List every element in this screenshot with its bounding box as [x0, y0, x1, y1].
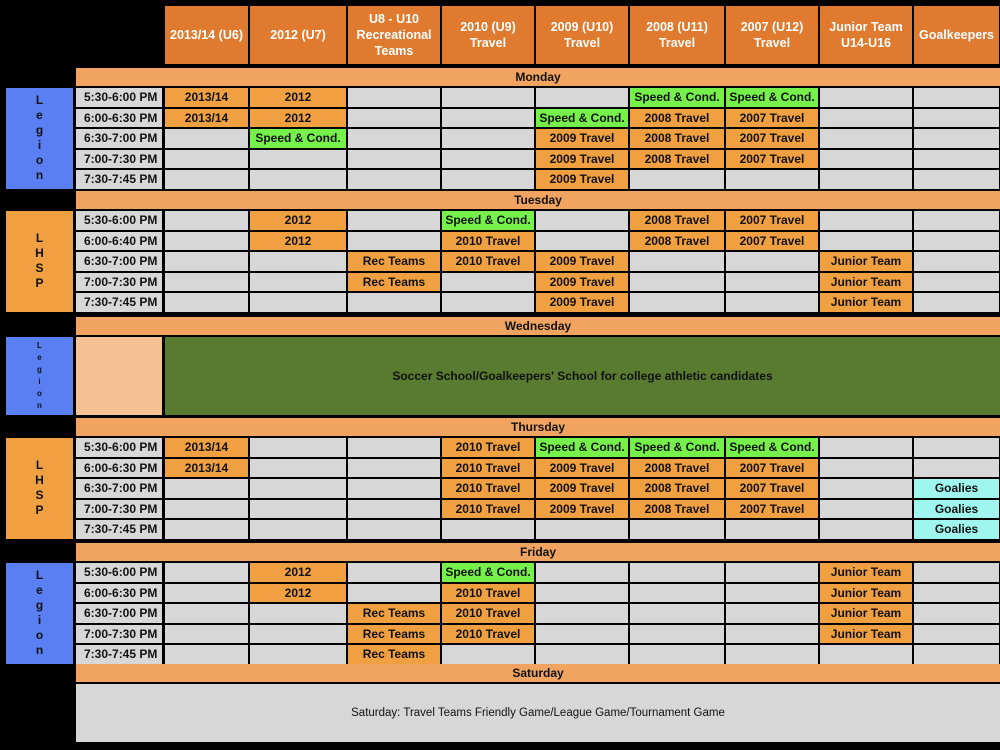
schedule-cell: 2007 Travel [726, 150, 818, 169]
empty-cell [348, 150, 440, 169]
schedule-cell: 2009 Travel [536, 459, 628, 478]
empty-cell [914, 459, 999, 478]
schedule-cell: 2012 [250, 88, 346, 107]
schedule-cell: Rec Teams [348, 252, 440, 271]
empty-cell [165, 232, 248, 251]
empty-cell [165, 584, 248, 603]
schedule-cell: 2012 [250, 563, 346, 582]
empty-cell [442, 170, 534, 189]
location-letter: o [37, 389, 42, 398]
schedule-cell: 2007 Travel [726, 479, 818, 498]
day-header: Wednesday [76, 317, 1000, 335]
empty-cell [630, 563, 724, 582]
schedule-cell: 2008 Travel [630, 129, 724, 148]
location-letter: H [35, 246, 44, 261]
empty-cell [442, 520, 534, 539]
day-header: Tuesday [76, 191, 1000, 209]
empty-cell [536, 604, 628, 623]
schedule-cell: 2013/14 [165, 109, 248, 128]
empty-cell [914, 150, 999, 169]
schedule-cell: 2012 [250, 584, 346, 603]
schedule-cell: 2008 Travel [630, 150, 724, 169]
empty-cell [348, 88, 440, 107]
empty-cell [820, 109, 912, 128]
location-letter: e [36, 108, 43, 123]
empty-cell [820, 438, 912, 457]
empty-cell [820, 459, 912, 478]
empty-cell [250, 479, 346, 498]
empty-cell [348, 563, 440, 582]
schedule-cell: 2013/14 [165, 438, 248, 457]
empty-cell [348, 438, 440, 457]
schedule-cell: Goalies [914, 479, 999, 498]
location-label [6, 438, 73, 539]
time-slot: 5:30-6:00 PM [76, 88, 162, 107]
empty-cell [348, 109, 440, 128]
time-slot: 6:00-6:30 PM [76, 459, 162, 478]
empty-cell [630, 170, 724, 189]
empty-cell [630, 625, 724, 644]
empty-cell [914, 645, 999, 664]
empty-cell [536, 625, 628, 644]
saturday-note: Saturday: Travel Teams Friendly Game/League Game/Tournament Game [76, 684, 1000, 742]
column-header: 2008 (U11) Travel [630, 6, 724, 64]
empty-cell [165, 252, 248, 271]
schedule-cell: 2010 Travel [442, 625, 534, 644]
empty-cell [250, 459, 346, 478]
schedule-cell: 2010 Travel [442, 438, 534, 457]
schedule-cell: 2009 Travel [536, 500, 628, 519]
time-slot: 6:30-7:00 PM [76, 604, 162, 623]
time-slot: 7:30-7:45 PM [76, 293, 162, 312]
time-slot: 7:00-7:30 PM [76, 625, 162, 644]
time-slot: 6:30-7:00 PM [76, 479, 162, 498]
blank-time-cell [76, 337, 162, 415]
empty-cell [726, 604, 818, 623]
schedule-cell: 2013/14 [165, 459, 248, 478]
empty-cell [348, 211, 440, 230]
time-slot: 5:30-6:00 PM [76, 438, 162, 457]
empty-cell [820, 129, 912, 148]
empty-cell [442, 293, 534, 312]
location-label [6, 337, 73, 415]
location-letter: L [35, 231, 44, 246]
location-letter: L [35, 93, 44, 108]
schedule-cell: 2007 Travel [726, 500, 818, 519]
empty-cell [914, 232, 999, 251]
empty-cell [250, 293, 346, 312]
time-slot: 5:30-6:00 PM [76, 563, 162, 582]
schedule-cell: 2007 Travel [726, 109, 818, 128]
schedule-cell: 2009 Travel [536, 273, 628, 292]
day-header: Monday [76, 68, 1000, 86]
empty-cell [165, 211, 248, 230]
schedule-cell: Junior Team [820, 604, 912, 623]
schedule-cell: Speed & Cond. [250, 129, 346, 148]
empty-cell [914, 438, 999, 457]
schedule-cell: Goalies [914, 500, 999, 519]
column-header: 2010 (U9) Travel [442, 6, 534, 64]
schedule-cell: 2009 Travel [536, 479, 628, 498]
empty-cell [630, 604, 724, 623]
time-slot: 7:30-7:45 PM [76, 520, 162, 539]
empty-cell [630, 584, 724, 603]
column-header: 2012 (U7) [250, 6, 346, 64]
empty-cell [165, 604, 248, 623]
location-letter: i [37, 138, 42, 153]
empty-cell [914, 109, 999, 128]
empty-cell [914, 170, 999, 189]
schedule-cell: 2008 Travel [630, 232, 724, 251]
time-slot: 7:00-7:30 PM [76, 500, 162, 519]
empty-cell [820, 520, 912, 539]
empty-cell [914, 625, 999, 644]
empty-cell [250, 500, 346, 519]
schedule-cell: Rec Teams [348, 604, 440, 623]
empty-cell [165, 500, 248, 519]
schedule-cell: 2007 Travel [726, 211, 818, 230]
empty-cell [442, 273, 534, 292]
empty-cell [348, 500, 440, 519]
location-letter: L [35, 458, 44, 473]
empty-cell [914, 273, 999, 292]
empty-cell [442, 645, 534, 664]
schedule-cell: 2010 Travel [442, 479, 534, 498]
empty-cell [348, 232, 440, 251]
empty-cell [914, 604, 999, 623]
empty-cell [165, 293, 248, 312]
empty-cell [348, 129, 440, 148]
empty-cell [914, 252, 999, 271]
schedule-cell: Speed & Cond. [630, 438, 724, 457]
empty-cell [442, 109, 534, 128]
schedule-cell: 2012 [250, 211, 346, 230]
time-slot: 6:00-6:40 PM [76, 232, 162, 251]
schedule-cell: Speed & Cond. [442, 211, 534, 230]
location-label [6, 211, 73, 312]
empty-cell [165, 479, 248, 498]
location-label [6, 563, 73, 664]
location-letter: i [38, 377, 41, 386]
schedule-cell: 2010 Travel [442, 252, 534, 271]
empty-cell [536, 232, 628, 251]
column-header: 2013/14 (U6) [165, 6, 248, 64]
empty-cell [250, 645, 346, 664]
location-letter: n [35, 643, 44, 658]
empty-cell [726, 625, 818, 644]
location-letter: S [35, 261, 44, 276]
schedule-cell: 2009 Travel [536, 129, 628, 148]
schedule-cell: 2009 Travel [536, 150, 628, 169]
empty-cell [442, 129, 534, 148]
time-slot: 6:30-7:00 PM [76, 252, 162, 271]
empty-cell [820, 88, 912, 107]
location-letter: L [37, 341, 42, 350]
time-slot: 6:00-6:30 PM [76, 584, 162, 603]
schedule-cell: 2010 Travel [442, 459, 534, 478]
empty-cell [250, 150, 346, 169]
empty-cell [348, 459, 440, 478]
empty-cell [536, 645, 628, 664]
schedule-cell: 2009 Travel [536, 252, 628, 271]
schedule-cell: 2007 Travel [726, 129, 818, 148]
empty-cell [165, 273, 248, 292]
empty-cell [165, 563, 248, 582]
schedule-cell: 2010 Travel [442, 584, 534, 603]
empty-cell [442, 88, 534, 107]
schedule-cell: Speed & Cond. [536, 438, 628, 457]
schedule-cell: 2010 Travel [442, 500, 534, 519]
schedule-cell: Junior Team [820, 273, 912, 292]
empty-cell [820, 170, 912, 189]
schedule-cell: Junior Team [820, 293, 912, 312]
schedule-cell: 2007 Travel [726, 459, 818, 478]
location-letter: g [35, 123, 44, 138]
time-slot: 6:00-6:30 PM [76, 109, 162, 128]
empty-cell [348, 170, 440, 189]
schedule-cell: Speed & Cond. [536, 109, 628, 128]
empty-cell [820, 232, 912, 251]
schedule-cell: Junior Team [820, 625, 912, 644]
schedule-cell: 2007 Travel [726, 232, 818, 251]
wednesday-banner: Soccer School/Goalkeepers' School for college athletic candidates [165, 337, 1000, 415]
empty-cell [536, 584, 628, 603]
empty-cell [726, 273, 818, 292]
empty-cell [165, 129, 248, 148]
schedule-cell: 2012 [250, 109, 346, 128]
empty-cell [536, 211, 628, 230]
schedule-cell: Junior Team [820, 252, 912, 271]
column-header: Goalkeepers [914, 6, 999, 64]
schedule-cell: Speed & Cond. [630, 88, 724, 107]
empty-cell [914, 563, 999, 582]
empty-cell [726, 584, 818, 603]
schedule-cell: Goalies [914, 520, 999, 539]
day-header: Friday [76, 543, 1000, 561]
column-header: Junior Team U14-U16 [820, 6, 912, 64]
empty-cell [726, 252, 818, 271]
location-label [6, 88, 73, 189]
schedule-cell: 2010 Travel [442, 604, 534, 623]
location-letter: n [35, 168, 44, 183]
schedule-cell: Rec Teams [348, 273, 440, 292]
empty-cell [630, 293, 724, 312]
empty-cell [165, 520, 248, 539]
empty-cell [250, 252, 346, 271]
column-header: 2007 (U12) Travel [726, 6, 818, 64]
empty-cell [630, 273, 724, 292]
column-header: U8 - U10 Recreational Teams [348, 6, 440, 64]
schedule-cell: Rec Teams [348, 625, 440, 644]
empty-cell [914, 88, 999, 107]
empty-cell [914, 211, 999, 230]
schedule-cell: Junior Team [820, 584, 912, 603]
column-header: 2009 (U10) Travel [536, 6, 628, 64]
location-letter: i [37, 613, 42, 628]
schedule-cell: 2008 Travel [630, 211, 724, 230]
day-header: Thursday [76, 418, 1000, 436]
time-slot: 6:30-7:00 PM [76, 129, 162, 148]
time-slot: 7:30-7:45 PM [76, 170, 162, 189]
empty-cell [726, 293, 818, 312]
schedule-cell: 2012 [250, 232, 346, 251]
empty-cell [250, 604, 346, 623]
empty-cell [536, 520, 628, 539]
schedule-cell: 2013/14 [165, 88, 248, 107]
location-letter: L [35, 568, 44, 583]
location-letter: P [35, 503, 44, 518]
empty-cell [250, 273, 346, 292]
empty-cell [250, 520, 346, 539]
location-letter: n [37, 401, 42, 410]
empty-cell [250, 438, 346, 457]
schedule-cell: Speed & Cond. [442, 563, 534, 582]
empty-cell [914, 584, 999, 603]
time-slot: 7:00-7:30 PM [76, 150, 162, 169]
empty-cell [250, 170, 346, 189]
empty-cell [165, 170, 248, 189]
schedule-cell: 2010 Travel [442, 232, 534, 251]
location-letter: o [35, 153, 44, 168]
location-letter: g [35, 598, 44, 613]
empty-cell [820, 211, 912, 230]
empty-cell [914, 293, 999, 312]
empty-cell [726, 645, 818, 664]
empty-cell [726, 170, 818, 189]
empty-cell [536, 88, 628, 107]
empty-cell [536, 563, 628, 582]
schedule-cell: Speed & Cond. [726, 88, 818, 107]
empty-cell [630, 252, 724, 271]
empty-cell [348, 584, 440, 603]
location-letter: g [37, 365, 42, 374]
empty-cell [250, 625, 346, 644]
schedule-cell: 2008 Travel [630, 479, 724, 498]
location-letter: o [35, 628, 44, 643]
schedule-cell: 2008 Travel [630, 109, 724, 128]
location-letter: P [35, 276, 44, 291]
location-letter: e [37, 353, 42, 362]
empty-cell [442, 150, 534, 169]
schedule-cell: 2009 Travel [536, 293, 628, 312]
schedule-cell: Speed & Cond. [726, 438, 818, 457]
empty-cell [820, 150, 912, 169]
empty-cell [630, 520, 724, 539]
empty-cell [726, 563, 818, 582]
empty-cell [348, 520, 440, 539]
time-slot: 7:00-7:30 PM [76, 273, 162, 292]
empty-cell [914, 129, 999, 148]
time-slot: 7:30-7:45 PM [76, 645, 162, 664]
empty-cell [820, 479, 912, 498]
time-slot: 5:30-6:00 PM [76, 211, 162, 230]
location-letter: H [35, 473, 44, 488]
day-header: Saturday [76, 664, 1000, 682]
schedule-cell: Rec Teams [348, 645, 440, 664]
location-letter: e [36, 583, 43, 598]
empty-cell [820, 645, 912, 664]
empty-cell [348, 479, 440, 498]
empty-cell [165, 645, 248, 664]
schedule-cell: Junior Team [820, 563, 912, 582]
empty-cell [165, 150, 248, 169]
empty-cell [630, 645, 724, 664]
empty-cell [165, 625, 248, 644]
schedule-cell: 2008 Travel [630, 500, 724, 519]
location-letter: S [35, 488, 44, 503]
empty-cell [348, 293, 440, 312]
schedule-cell: 2008 Travel [630, 459, 724, 478]
schedule-cell: 2009 Travel [536, 170, 628, 189]
empty-cell [726, 520, 818, 539]
empty-cell [820, 500, 912, 519]
